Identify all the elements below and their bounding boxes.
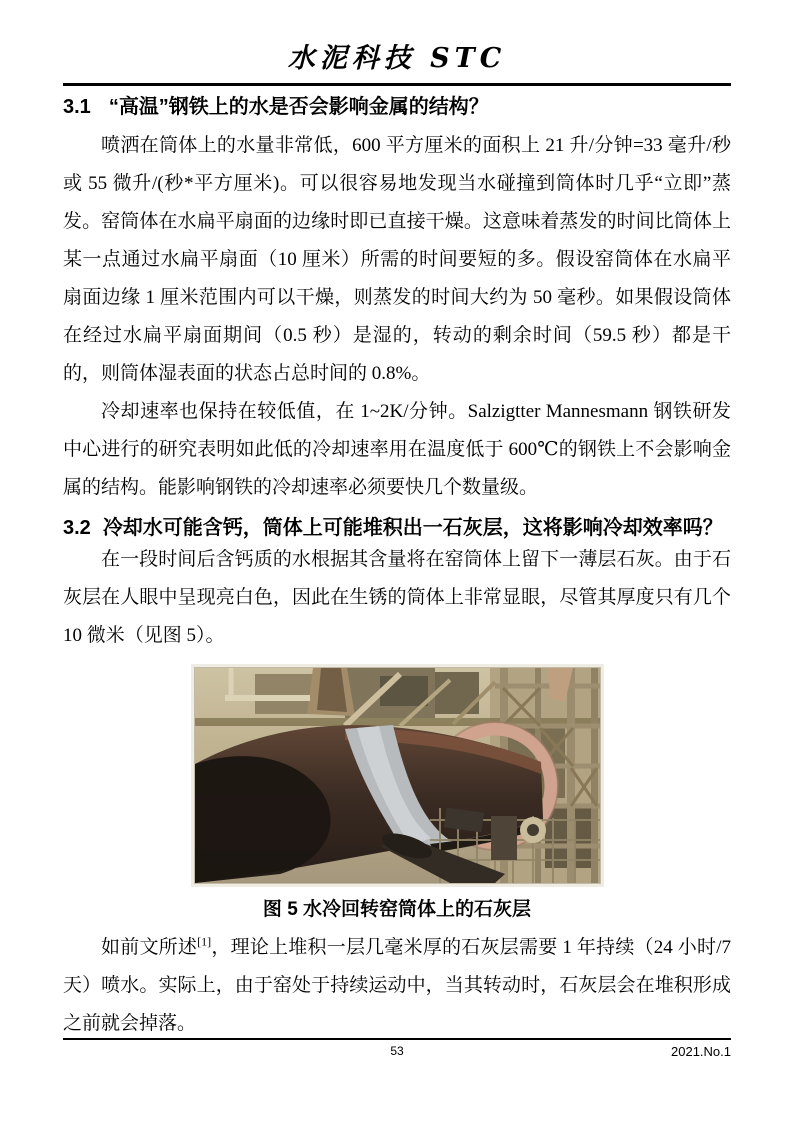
- kiln-photo-frame: [194, 667, 601, 884]
- section-3-1-title: “高温”钢铁上的水是否会影响金属的结构？: [108, 96, 489, 118]
- kiln-photo: [195, 668, 600, 883]
- issue-number: 2021.No.1: [671, 1044, 731, 1059]
- section-3-1-heading: [63, 94, 731, 120]
- header-rule: [63, 83, 731, 86]
- figure-caption: 图 5 水冷回转窑筒体上的石灰层: [262, 899, 532, 920]
- section-3-2-number: 3.2: [63, 517, 91, 539]
- reference-1-superscript: [1]: [197, 934, 212, 949]
- paragraph-3: 在一段时间后含钙质的水根据其含量将在窑筒体上留下一薄层石灰。由于石灰层在人眼中呈现亮白色，因此在生锈的筒体上非常显眼，尽管其厚度只有几个 10 微米（见图 5）。: [63, 549, 731, 646]
- page-content: [63, 0, 731, 1043]
- footer-rule: [63, 1038, 731, 1040]
- section-3-2-title: 冷却水可能含钙，筒体上可能堆积出一石灰层，这将影响冷却效率吗？: [102, 517, 723, 539]
- paragraph-4-text-before: 如前文所述: [101, 937, 198, 958]
- figure-5: [63, 667, 731, 923]
- section-3-1-number: 3.1: [63, 96, 91, 118]
- journal-title: 水泥科技 STC: [287, 43, 507, 74]
- paragraph-4-text-after: ，理论上堆积一层几毫米厚的石灰层需要 1 年持续（24 小时/7 天）喷水。实际上，由于窑处于持续运动中，当其转动时，石灰层会在堆积形成之前就会掉落。: [63, 937, 731, 1034]
- section-3-2-heading: [63, 515, 731, 541]
- paragraph-4: [63, 929, 731, 1043]
- page-number: 53: [390, 1044, 404, 1058]
- paragraph-2: 冷却速率也保持在较低值，在 1~2K/分钟。Salzigtter Mannesmann 钢铁研发中心进行的研究表明如此低的冷却速率用在温度低于 600℃的钢铁上不会影响金属的结构。能影响钢铁的冷却速率必须要快几个数量级。: [63, 401, 731, 498]
- paragraph-1: 喷洒在筒体上的水量非常低，600 平方厘米的面积上 21 升/分钟=33 毫升/秒或 55 微升/(秒*平方厘米)。可以很容易地发现当水碰撞到筒体时几乎“立即”蒸发。窑筒体在水扁平扇面的边缘时即已直接干燥。这意味着蒸发的时间比筒体上某一点通过水扁平扇面（10 厘米）所需的时间要短的多。假设窑筒体在水扁平扇面边缘 1 厘米范围内可以干燥，则蒸发的时间大约为 50 毫秒。如果假设筒体在经过水扁平扇面期间（0.5 秒）是湿的，转动的剩余时间（59.5 秒）都是干的，则筒体湿表面的状态占总时间的 0.8%。: [63, 135, 731, 384]
